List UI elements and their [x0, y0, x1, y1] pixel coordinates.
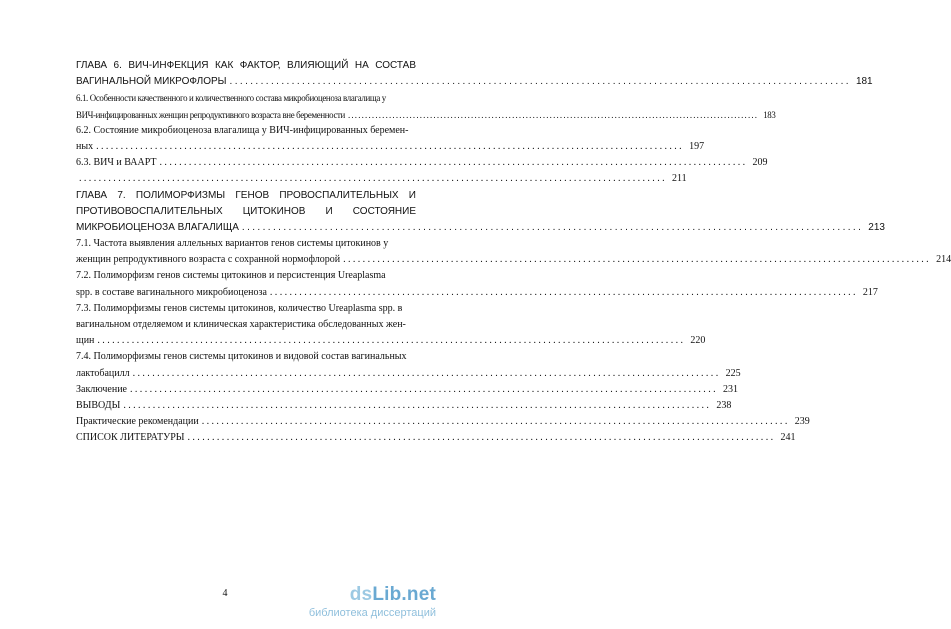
toc-page-number: 231 — [723, 383, 738, 395]
watermark-brand-prefix: ds — [349, 584, 373, 605]
toc-page-number: 183 — [763, 109, 776, 120]
watermark-brand-suffix: Lib.net — [372, 584, 436, 605]
toc-line — [76, 188, 416, 204]
watermark-brand — [309, 584, 436, 606]
page-number: 4 — [222, 588, 228, 599]
toc-entry[interactable] — [76, 382, 738, 398]
toc-page-number: 197 — [689, 140, 705, 152]
toc-entry-title: 7.3. Полиморфизмы генов системы цитокинов, количество Ureaplasma spp. в — [76, 302, 403, 314]
toc-dot-leader: ........................................................................................................................ — [343, 254, 932, 266]
toc-entry[interactable] — [76, 285, 878, 301]
toc-page-number: 211 — [672, 173, 687, 185]
toc-entry-title: ных — [76, 140, 94, 152]
toc-entry-title: СПИСОК ЛИТЕРАТУРЫ — [76, 432, 185, 444]
toc-dot-leader: ........................................................................................................................ — [347, 109, 759, 120]
toc-entry-title: 6.2. Состояние микробиоценоза влагалища у ВИЧ-инфицированных беремен- — [76, 124, 409, 136]
toc-line — [76, 301, 416, 317]
toc-entry-title: лактобацилл — [76, 367, 130, 379]
toc-dot-leader: ........................................................................................................................ — [201, 416, 790, 428]
toc-line — [76, 236, 416, 252]
toc-line — [76, 268, 416, 284]
toc-dot-leader: ........................................................................................................................ — [130, 383, 718, 395]
toc-page-number: 209 — [752, 157, 768, 169]
toc-line — [76, 58, 416, 74]
toc-entry[interactable] — [76, 414, 810, 430]
watermark-logo — [309, 584, 436, 619]
toc-entry[interactable] — [76, 430, 796, 446]
toc-page-number: 225 — [725, 367, 741, 379]
toc-dot-leader: ........................................................................................................................ — [123, 399, 712, 411]
toc-entry[interactable] — [76, 155, 768, 171]
toc-entry[interactable] — [76, 398, 732, 414]
toc-entry-title: ПРОТИВОВОСПАЛИТЕЛЬНЫХ ЦИТОКИНОВ И СОСТОЯНИЕ — [76, 205, 416, 217]
toc-line — [76, 349, 416, 365]
toc-page-number: 238 — [716, 399, 732, 411]
toc-entry-title: ВАГИНАЛЬНОЙ МИКРОФЛОРЫ — [76, 76, 227, 88]
toc-page-number: 214 — [936, 254, 951, 266]
toc-line — [76, 123, 416, 139]
toc-entry-title: Практические рекомендации — [76, 416, 199, 428]
toc-dot-leader: ........................................................................................................................ — [96, 140, 685, 152]
toc-entry-title: женщин репродуктивного возраста с сохранной нормофлорой — [76, 254, 341, 266]
toc-entry-title: 7.1. Частота выявления аллельных вариантов генов системы цитокинов у — [76, 238, 389, 250]
toc-entry-title: 7.2. Полиморфизм генов системы цитокинов и персистенция Ureaplasma — [76, 270, 386, 282]
toc-entry-title: 6.3. ВИЧ и ВААРТ — [76, 157, 157, 169]
toc-dot-leader: ........................................................................................................................ — [229, 76, 851, 88]
toc-entry-title: МИКРОБИОЦЕНОЗА ВЛАГАЛИЩА — [76, 221, 239, 233]
toc-entry[interactable] — [76, 220, 885, 236]
toc-entry[interactable] — [76, 333, 706, 349]
toc-dot-leader: ........................................................................................................................ — [269, 286, 858, 298]
toc-dot-leader: ........................................................................................................................ — [241, 221, 864, 233]
toc-line — [76, 90, 416, 106]
toc-entry[interactable] — [76, 252, 951, 268]
toc-entry-title: ВИЧ-инфицированных женщин репродуктивного возраста вне беременности — [76, 109, 345, 120]
toc-entry-title: ВЫВОДЫ — [76, 399, 121, 411]
toc-dot-leader: ........................................................................................................................ — [159, 157, 748, 169]
table-of-contents — [76, 58, 951, 447]
toc-entry-title: ГЛАВА 7. ПОЛИМОРФИЗМЫ ГЕНОВ ПРОВОСПАЛИТЕЛЬНЫХ И — [76, 189, 416, 201]
toc-entry-title: 7.4. Полиморфизмы генов системы цитокинов и видовой состав вагинальных — [76, 351, 407, 363]
toc-entry[interactable] — [76, 139, 705, 155]
toc-entry[interactable] — [76, 366, 741, 382]
toc-dot-leader: ........................................................................................................................ — [187, 432, 776, 444]
toc-entry-title: щин — [76, 335, 95, 347]
toc-entry-title: вагинальном отделяемом и клиническая характеристика обследованных жен- — [76, 319, 406, 330]
toc-page-number: 213 — [868, 221, 885, 233]
toc-entry-title: 6.1. Особенности качественного и количественного состава микробиоценоза влагалища у — [76, 93, 386, 104]
toc-page-number: 241 — [780, 432, 796, 444]
toc-entry[interactable] — [76, 74, 873, 90]
toc-entry-title: Заключение — [76, 383, 127, 395]
toc-entry[interactable] — [76, 107, 776, 123]
toc-dot-leader: ........................................................................................................................ — [79, 173, 667, 185]
toc-entry-title: spp. в составе вагинального микробиоценоза — [76, 286, 267, 298]
toc-entry[interactable] — [76, 171, 687, 187]
toc-entry-title: ГЛАВА 6. ВИЧ-ИНФЕКЦИЯ КАК ФАКТОР, ВЛИЯЮЩИЙ НА СОСТАВ — [76, 60, 416, 71]
toc-dot-leader: ........................................................................................................................ — [132, 367, 721, 379]
toc-page-number: 220 — [690, 335, 706, 347]
toc-page-number: 217 — [862, 286, 878, 298]
toc-line — [76, 204, 416, 220]
toc-page-number: 239 — [794, 416, 810, 428]
toc-line — [76, 317, 416, 333]
toc-page-number: 181 — [855, 76, 873, 88]
toc-dot-leader: ........................................................................................................................ — [97, 335, 686, 347]
watermark-subtitle: библиотека диссертаций — [308, 607, 436, 619]
